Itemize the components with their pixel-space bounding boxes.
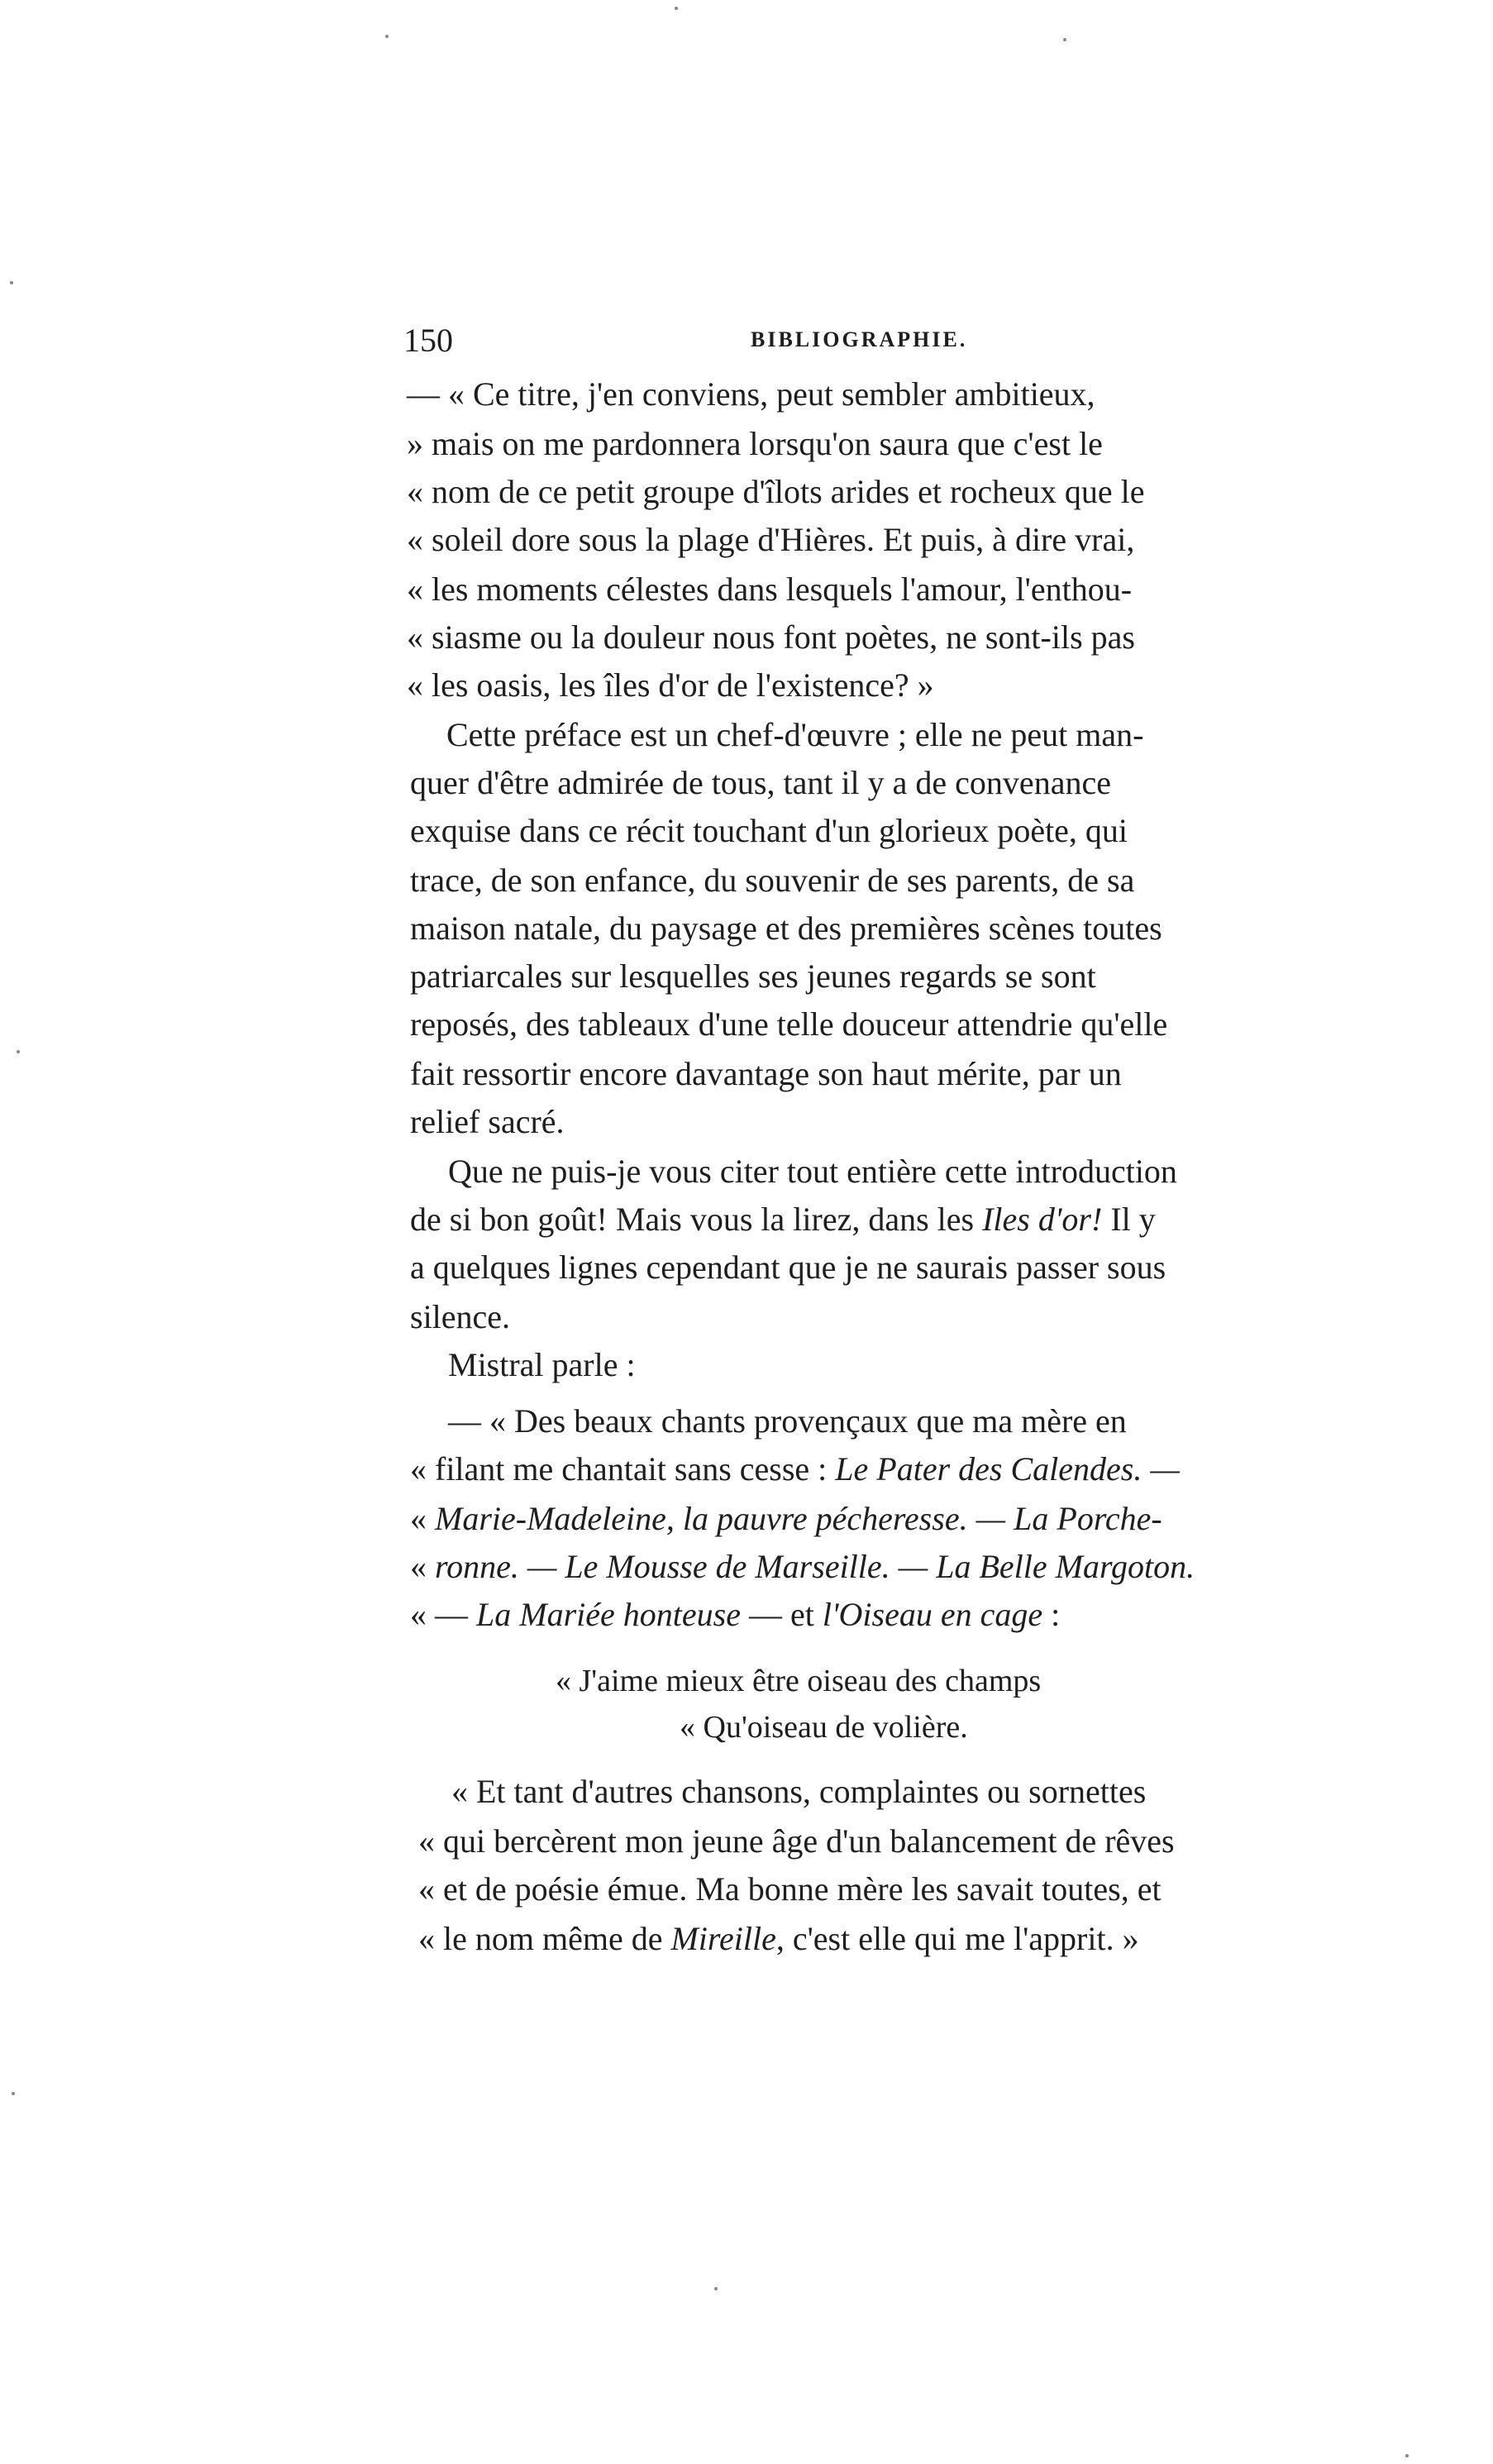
scan-speck	[10, 281, 13, 284]
text-run: «	[410, 1500, 435, 1537]
text-run: « filant me chantait sans cesse :	[410, 1450, 836, 1487]
text-line: Mistral parle :	[448, 1346, 636, 1383]
text-line	[418, 1915, 1139, 1963]
text-line	[410, 1543, 1195, 1591]
text-line: trace, de son enfance, du souvenir de ses parents, de sa	[410, 862, 1135, 899]
song-title: La Mariée honteuse	[476, 1596, 741, 1633]
text-line	[410, 1591, 1060, 1639]
running-head: BIBLIOGRAPHIE.	[751, 327, 968, 351]
text-run: :	[1042, 1596, 1061, 1633]
text-line: « soleil dore sous la plage d'Hières. Et puis, à dire vrai,	[407, 521, 1135, 558]
text-line: relief sacré.	[410, 1103, 565, 1140]
text-line: — « Ce titre, j'en conviens, peut sembler ambitieux,	[407, 375, 1095, 413]
verse-line: « J'aime mieux être oiseau des champs	[556, 1664, 1042, 1698]
text-line: a quelques lignes cependant que je ne saurais passer sous	[410, 1249, 1166, 1286]
text-line	[410, 1196, 1156, 1244]
text-line: « qui bercèrent mon jeune âge d'un balancement de rêves	[418, 1822, 1175, 1860]
song-title: l'Oiseau en cage	[822, 1596, 1043, 1633]
text-line: « Et tant d'autres chansons, complaintes ou sornettes	[451, 1773, 1147, 1810]
text-line: Que ne puis-je vous citer tout entière cette introduction	[448, 1153, 1177, 1190]
book-title: Mireille	[670, 1920, 776, 1957]
scan-speck	[12, 2092, 15, 2095]
text-line: exquise dans ce récit touchant d'un glorieux poète, qui	[410, 812, 1128, 849]
scan-speck	[1405, 2454, 1409, 2457]
song-title: Marie-Madeleine, la pauvre pécheresse. — La Porche-	[435, 1500, 1162, 1537]
text-line	[410, 1495, 1162, 1543]
book-title: Iles d'or!	[982, 1201, 1103, 1238]
scan-speck	[1063, 38, 1066, 41]
text-run: « —	[410, 1596, 476, 1633]
text-line: fait ressortir encore davantage son haut mérite, par un	[410, 1055, 1122, 1092]
text-line: silence.	[410, 1298, 511, 1335]
text-line: — « Des beaux chants provençaux que ma mère en	[448, 1402, 1127, 1440]
song-title: ronne. — Le Mousse de Marseille. — La Belle Margoton.	[435, 1548, 1195, 1585]
text-line: quer d'être admirée de tous, tant il y a de convenance	[410, 764, 1111, 801]
page-number: 150	[403, 322, 453, 359]
text-line: Cette préface est un chef-d'œuvre ; elle ne peut man-	[446, 716, 1144, 753]
song-title: Le Pater des Calendes. —	[835, 1450, 1180, 1487]
text-run: «	[410, 1548, 435, 1585]
text-line: « et de poésie émue. Ma bonne mère les savait toutes, et	[418, 1870, 1161, 1908]
text-run: de si bon goût! Mais vous la lirez, dans les	[410, 1201, 983, 1238]
text-line: « nom de ce petit groupe d'îlots arides et rocheux que le	[407, 473, 1145, 510]
scan-speck	[714, 2287, 718, 2290]
text-run: , c'est elle qui me l'apprit. »	[775, 1920, 1139, 1957]
page-header	[403, 321, 1305, 370]
text-run: Il y	[1102, 1201, 1156, 1238]
scan-speck	[675, 7, 678, 10]
text-line: patriarcales sur lesquelles ses jeunes regards se sont	[410, 957, 1096, 995]
verse-line: « Qu'oiseau de volière.	[680, 1710, 968, 1745]
text-line: « siasme ou la douleur nous font poètes, ne sont-ils pas	[407, 618, 1135, 656]
scan-speck	[17, 1050, 20, 1053]
text-run: — et	[740, 1596, 823, 1633]
text-line: » mais on me pardonnera lorsqu'on saura que c'est le	[407, 425, 1103, 462]
text-line: maison natale, du paysage et des premières scènes toutes	[410, 910, 1162, 947]
text-line: « les moments célestes dans lesquels l'amour, l'enthou-	[407, 571, 1133, 608]
text-run: « le nom même de	[418, 1920, 671, 1957]
text-line: reposés, des tableaux d'une telle douceur attendrie qu'elle	[410, 1005, 1168, 1043]
text-line: « les oasis, les îles d'or de l'existence? »	[407, 666, 934, 704]
text-line	[410, 1445, 1180, 1493]
scan-speck	[385, 35, 389, 38]
